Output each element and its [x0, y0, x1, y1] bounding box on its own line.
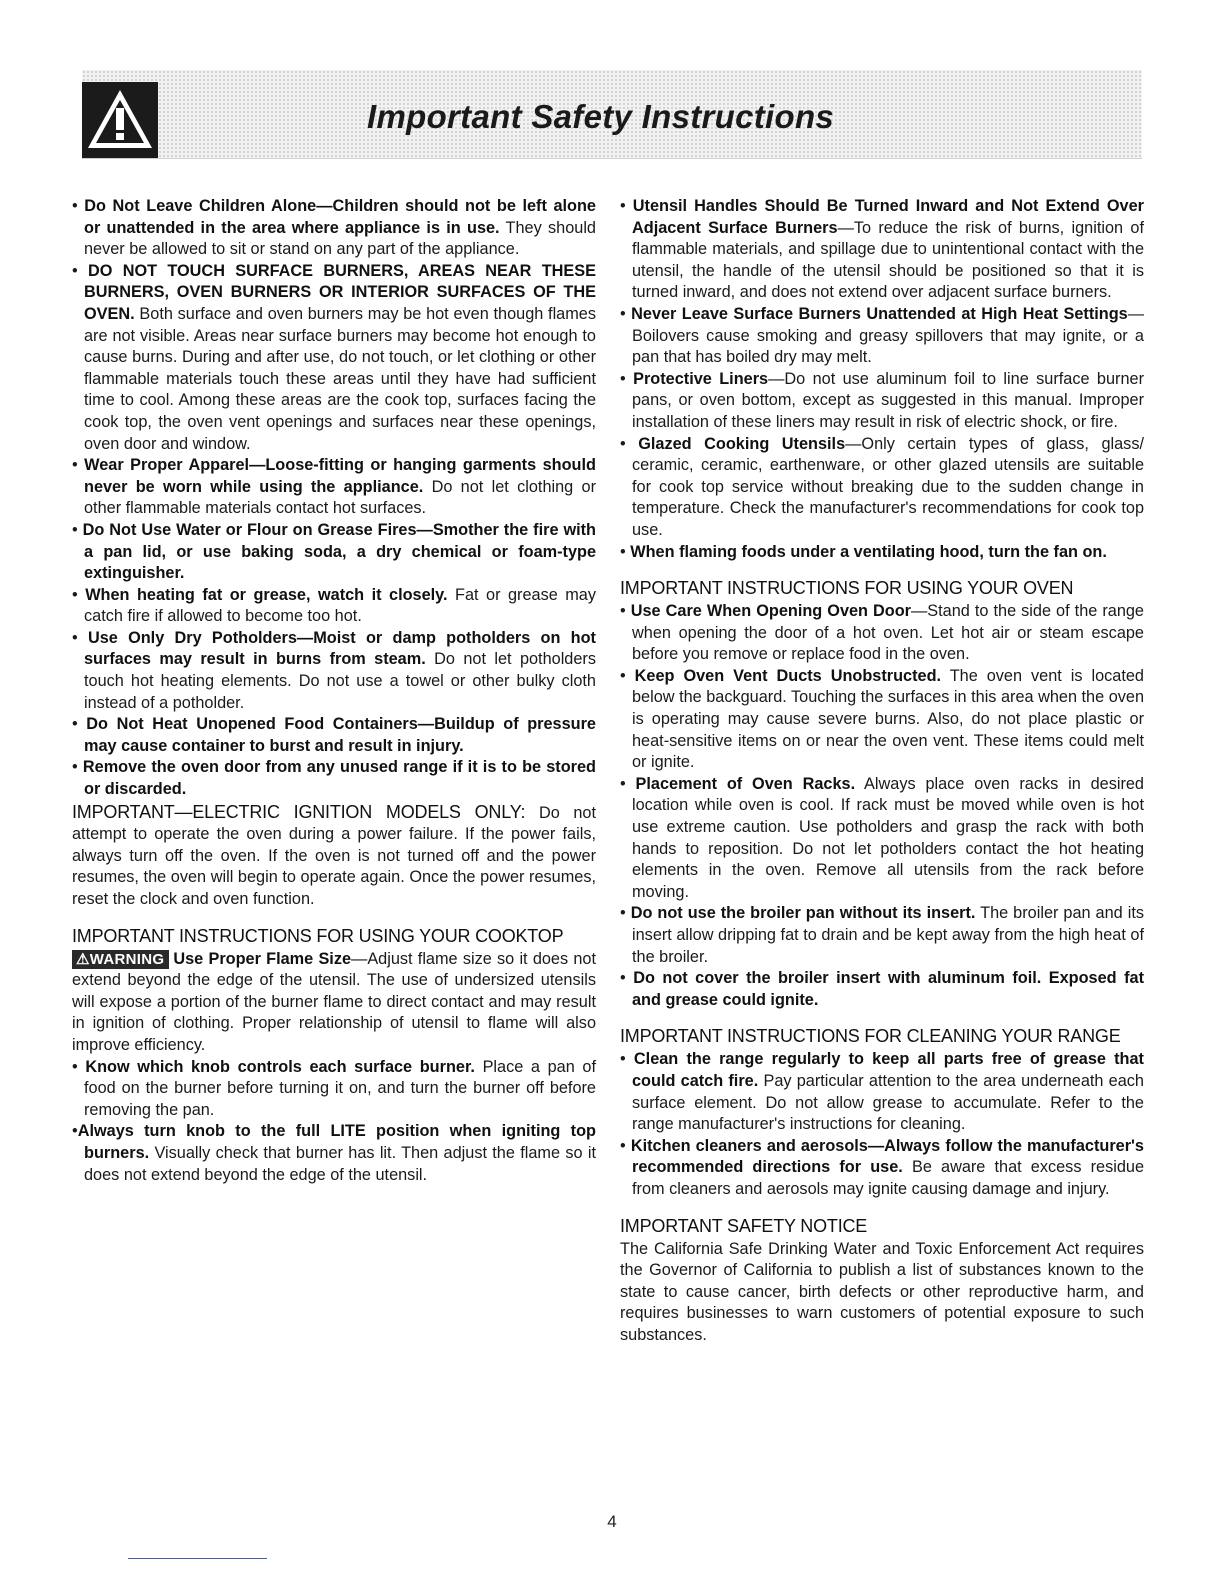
list-item: • Remove the oven door from any unused range if it is to be stored or discarded. — [72, 758, 596, 799]
list-item: • When flaming foods under a ventilating hood, turn the fan on. — [620, 542, 1107, 561]
warning-box — [82, 82, 158, 158]
footer-rule — [128, 1558, 267, 1559]
list-item: • Utensil Handles Should Be Turned Inward and Not Extend Over Adjacent Surface Burners—To reduce the risk of burns, ignition of flammable materials, and spillage due to unintentional contact with the utensil, the handle of the utensil should be positioned so that it is turned inward, and does not extend over adjacent surface burners. — [620, 197, 1144, 302]
page-title: Important Safety Instructions — [367, 98, 835, 135]
ignition-text: Do not attempt to operate the oven during a power failure. If the power fails, always turn off the oven. If the oven is not turned off and the power resumes, the oven will begin to operate again. Once the power resumes, reset the clock and oven function. — [72, 803, 596, 908]
list-item: •Always turn knob to the full LITE position when igniting top burners. Visually check that burner has lit. Then adjust the flame so it does not extend beyond the edge of the utensil. — [72, 1122, 596, 1184]
list-item: • Do Not Leave Children Alone—Children should not be left alone or unattended in the area where appliance is in use. They should never be allowed to sit or stand on any part of the appliance. — [72, 197, 596, 259]
cooktop-heading: IMPORTANT INSTRUCTIONS FOR USING YOUR COOKTOP — [72, 925, 564, 946]
list-item: • Glazed Cooking Utensils—Only certain types of glass, glass/ ceramic, ceramic, earthenware, or other glazed utensils are suitable for cook top service without breaking due to the sudden change in temperature. Check the manufacturer's recommendations for cook top use. — [620, 434, 1144, 539]
warning-paragraph: ⚠WARNING Use Proper Flame Size—Adjust flame size so it does not extend beyond the edge of the utensil. The use of undersized utensils will expose a portion of the burner flame to direct contact and may result in ignition of clothing. Proper relationship of utensil to flame will also improve efficiency. — [72, 949, 596, 1054]
ignition-heading: IMPORTANT—ELECTRIC IGNITION MODELS ONLY: — [72, 801, 526, 822]
warning-triangle-icon — [82, 82, 158, 158]
notice-heading: IMPORTANT SAFETY NOTICE — [620, 1215, 868, 1236]
list-item: • Use Care When Opening Oven Door—Stand to the side of the range when opening the door of a hot oven. Let hot air or steam escape before you remove or replace food in the oven. — [620, 602, 1144, 664]
list-item: • When heating fat or grease, watch it closely. Fat or grease may catch fire if allowed to become too hot. — [72, 585, 596, 626]
cooktop-safety-list — [620, 196, 1144, 563]
list-item: • DO NOT TOUCH SURFACE BURNERS, AREAS NEAR THESE BURNERS, OVEN BURNERS OR INTERIOR SURFACES OF THE OVEN. Both surface and oven burners may be hot even though flames are not visible. Areas near surface burners may become hot enough to cause burns. During and after use, do not touch, or let clothing or other flammable materials touch these areas until they have had sufficient time to cool. Among these areas are the cook top, surfaces facing the cook top, the oven vent openings and surfaces near these openings, oven door and window. — [72, 261, 597, 453]
list-item: • Kitchen cleaners and aerosols—Always follow the manufacturer's recommended directions for use. Be aware that excess residue from cleaners and aerosols may ignite causing damage and injury. — [620, 1136, 1145, 1198]
list-item: • Do not cover the broiler insert with aluminum foil. Exposed fat and grease could ignite. — [620, 969, 1144, 1009]
ignition-notice — [72, 801, 596, 911]
cleaning-heading: IMPORTANT INSTRUCTIONS FOR CLEANING YOUR RANGE — [620, 1026, 1121, 1047]
general-safety-list — [72, 196, 596, 801]
left-column — [72, 196, 596, 1186]
list-item: • Never Leave Surface Burners Unattended at High Heat Settings—Boilovers cause smoking and greasy spillovers that may ignite, or a pan that has boiled dry may melt. — [620, 304, 1144, 367]
page-header — [82, 70, 1142, 159]
list-item: • Clean the range regularly to keep all parts free of grease that could catch fire. Pay particular attention to the area underneath each surface element. Do not allow grease to accumulate. Refer to the range manufacturer's instructions for cleaning. — [620, 1050, 1144, 1134]
right-column — [620, 196, 1144, 1347]
list-item: • Placement of Oven Racks. Always place oven racks in desired location while oven is cool. If rack must be moved while oven is hot use extreme caution. Use potholders and grasp the rack with both hands to reposition. Do not let potholders contact the hot heating elements in the oven. Remove all utensils from the rack before moving. — [620, 774, 1144, 901]
notice-text: The California Safe Drinking Water and Toxic Enforcement Act requires the Governor of California to publish a list of substances known to the state to cause cancer, birth defects or other reproductive harm, and requires businesses to warn customers of potential exposure to such substances. — [620, 1239, 1144, 1344]
list-item: • Do Not Use Water or Flour on Grease Fires—Smother the fire with a pan lid, or use baking soda, a dry chemical or foam-type extinguisher. — [72, 520, 596, 583]
oven-heading: IMPORTANT INSTRUCTIONS FOR USING YOUR OVEN — [620, 578, 1074, 599]
list-item: • Keep Oven Vent Ducts Unobstructed. The oven vent is located below the backguard. Touching the surfaces in this area when the oven is operating may cause severe burns. Also, do not place plastic or heat-sensitive items on or near the oven vent. These items could melt or ignite. — [620, 666, 1144, 772]
list-item: • Wear Proper Apparel—Loose-fitting or hanging garments should never be worn while using the appliance. Do not let clothing or other flammable materials contact hot surfaces. — [72, 456, 596, 518]
page-number: 4 — [607, 1512, 617, 1531]
warning-badge: ⚠WARNING — [72, 950, 169, 969]
list-item: • Use Only Dry Potholders—Moist or damp potholders on hot surfaces may result in burns from steam. Do not let potholders touch hot heating elements. Do not use a towel or other bulky cloth instead of a potholder. — [72, 628, 596, 712]
list-item: • Know which knob controls each surface burner. Place a pan of food on the burner before turning it on, and turn the burner off before removing the pan. — [72, 1057, 596, 1119]
list-item: • Do Not Heat Unopened Food Containers—Buildup of pressure may cause container to burst and result in injury. — [72, 715, 596, 755]
list-item: • Do not use the broiler pan without its insert. The broiler pan and its insert allow dripping fat to drain and be kept away from the high heat of the broiler. — [620, 904, 1144, 966]
list-item: • Protective Liners—Do not use aluminum foil to line surface burner pans, or oven bottom, except as suggested in this manual. Improper installation of these liners may result in risk of electric shock, or fire. — [620, 369, 1144, 431]
